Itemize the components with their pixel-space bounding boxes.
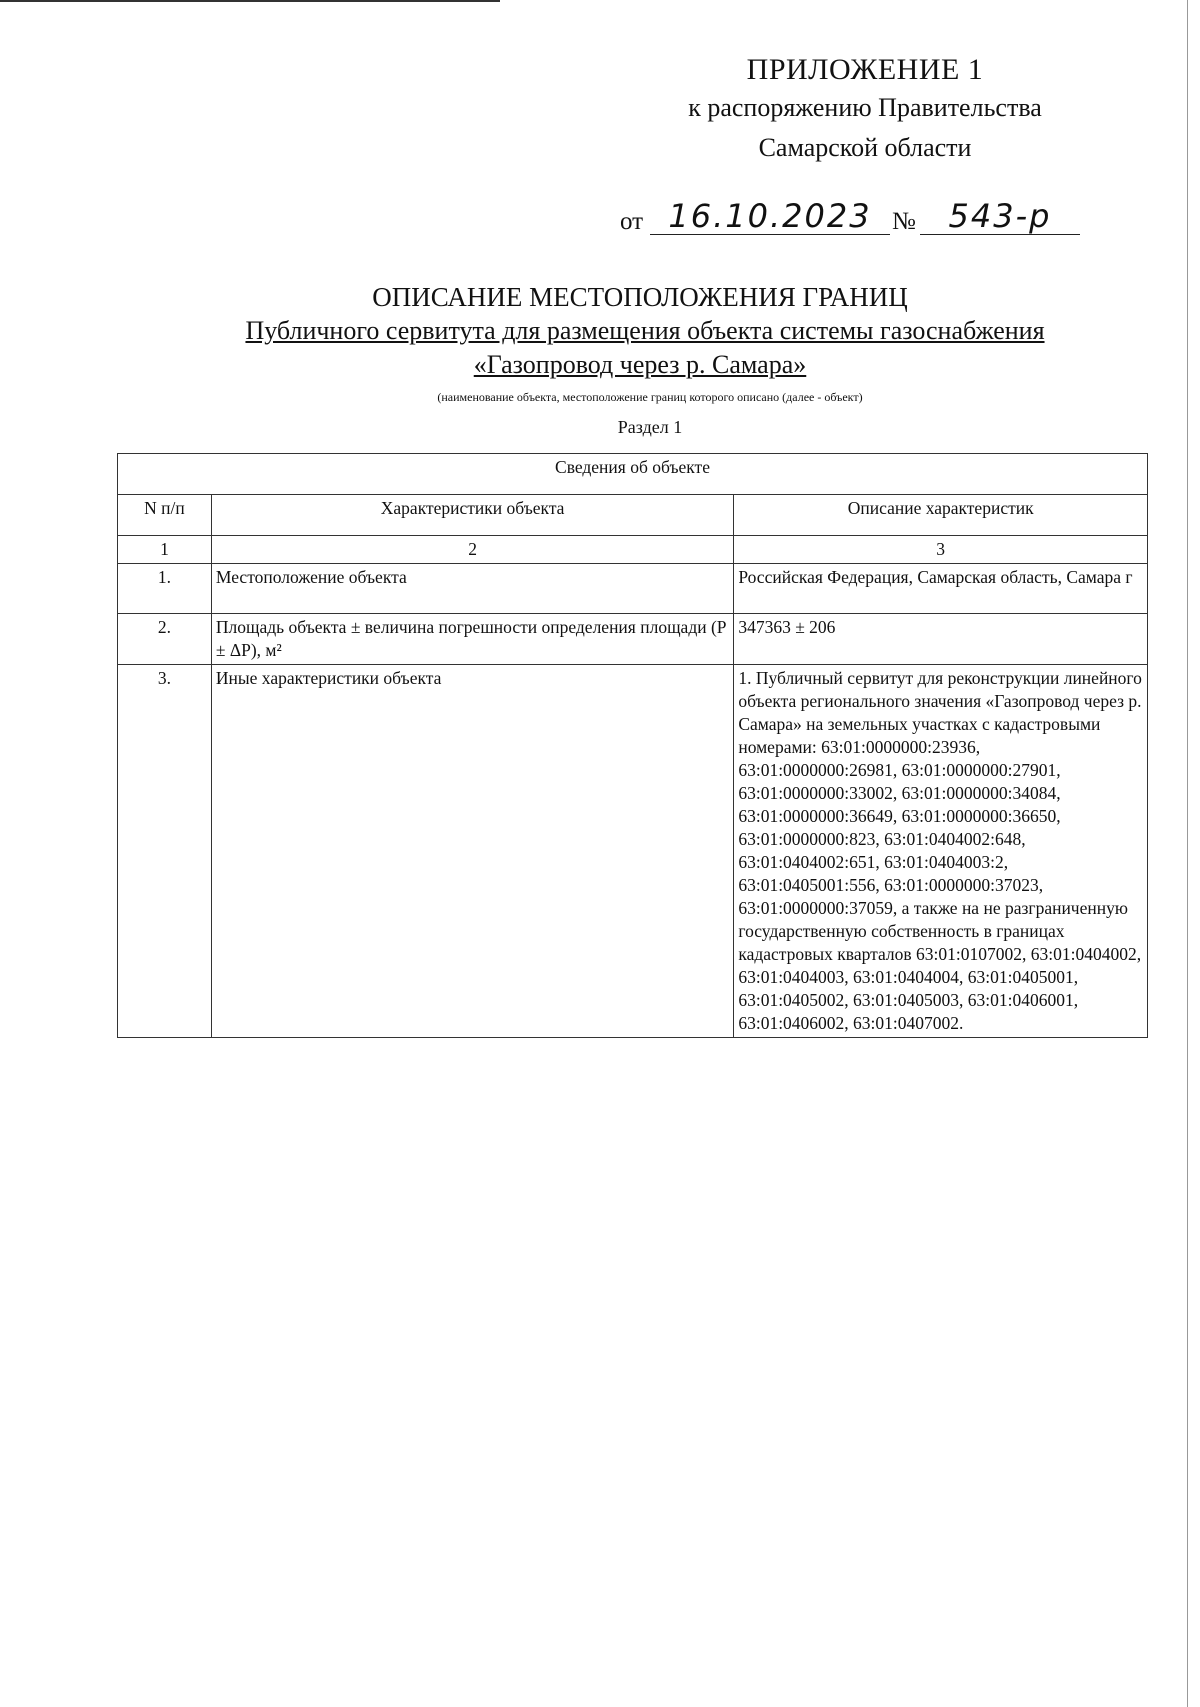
table-caption: Сведения об объекте bbox=[118, 454, 1148, 495]
number-label: № bbox=[892, 208, 916, 235]
header-characteristic: Характеристики объекта bbox=[211, 495, 733, 536]
appendix-block bbox=[620, 52, 1110, 168]
row-number: 1. bbox=[118, 564, 212, 614]
appendix-line-1: к распоряжению Правительства bbox=[688, 93, 1042, 122]
object-info-table bbox=[117, 453, 1148, 1038]
handwritten-date: 16.10.2023 bbox=[650, 200, 890, 235]
document-heading bbox=[0, 280, 1200, 442]
row-description: Российская Федерация, Самарская область, Самара г bbox=[734, 564, 1148, 614]
table-header-row bbox=[118, 495, 1148, 536]
date-number-line bbox=[620, 197, 1100, 240]
column-number: 3 bbox=[734, 536, 1148, 564]
row-number: 2. bbox=[118, 614, 212, 665]
document-subtitle-line-1: Публичного сервитута для размещения объекта системы газоснабжения bbox=[245, 316, 1045, 345]
column-number: 2 bbox=[211, 536, 733, 564]
table-row bbox=[118, 665, 1148, 1038]
table-row bbox=[118, 614, 1148, 665]
column-number: 1 bbox=[118, 536, 212, 564]
document-subtitle-line-2: «Газопровод через р. Самара» bbox=[473, 350, 807, 379]
appendix-title: ПРИЛОЖЕНИЕ 1 bbox=[746, 53, 984, 86]
section-label: Раздел 1 bbox=[617, 417, 683, 437]
handwritten-number: 543-р bbox=[920, 200, 1080, 235]
row-characteristic: Местоположение объекта bbox=[211, 564, 733, 614]
row-number: 3. bbox=[118, 665, 212, 1038]
row-characteristic: Площадь объекта ± величина погрешности определения площади (P ± ΔP), м² bbox=[211, 614, 733, 665]
row-characteristic: Иные характеристики объекта bbox=[211, 665, 733, 1038]
row-description: 347363 ± 206 bbox=[734, 614, 1148, 665]
row-description: 1. Публичный сервитут для реконструкции линейного объекта регионального значения «Газопровод через р. Самара» на земельных участках с кадастровыми номерами: 63:01:0000000:23936, 63:01:0000000:26981, 63:01:0000000:27901, 63:01:0000000:33002, 63:01:0000000:34084, 63:01:0000000:36649, 63:01:0000000:36650, 63:01:0000000:823, 63:01:0404002:648, 63:01:0404002:651, 63:01:0404003:2, 63:01:0405001:556, 63:01:0000000:37023, 63:01:0000000:37059, а также на не разграниченную государственную собственность в границах кадастровых кварталов 63:01:0107002, 63:01:0404002, 63:01:0404003, 63:01:0404004, 63:01:0405001, 63:01:0405002, 63:01:0405003, 63:01:0406001, 63:01:0406002, 63:01:0407002. bbox=[734, 665, 1148, 1038]
column-number-row bbox=[118, 536, 1148, 564]
table-row bbox=[118, 564, 1148, 614]
scan-right-border bbox=[1187, 0, 1188, 1707]
scan-top-border bbox=[0, 0, 500, 2]
header-number: N п/п bbox=[118, 495, 212, 536]
appendix-line-2: Самарской области bbox=[758, 133, 972, 162]
table-caption-row bbox=[118, 454, 1148, 495]
subtitle-note: (наименование объекта, местоположение границ которого описано (далее - объект) bbox=[437, 390, 863, 404]
document-title: ОПИСАНИЕ МЕСТОПОЛОЖЕНИЯ ГРАНИЦ bbox=[372, 282, 908, 312]
from-label: от bbox=[620, 208, 644, 235]
header-description: Описание характеристик bbox=[734, 495, 1148, 536]
